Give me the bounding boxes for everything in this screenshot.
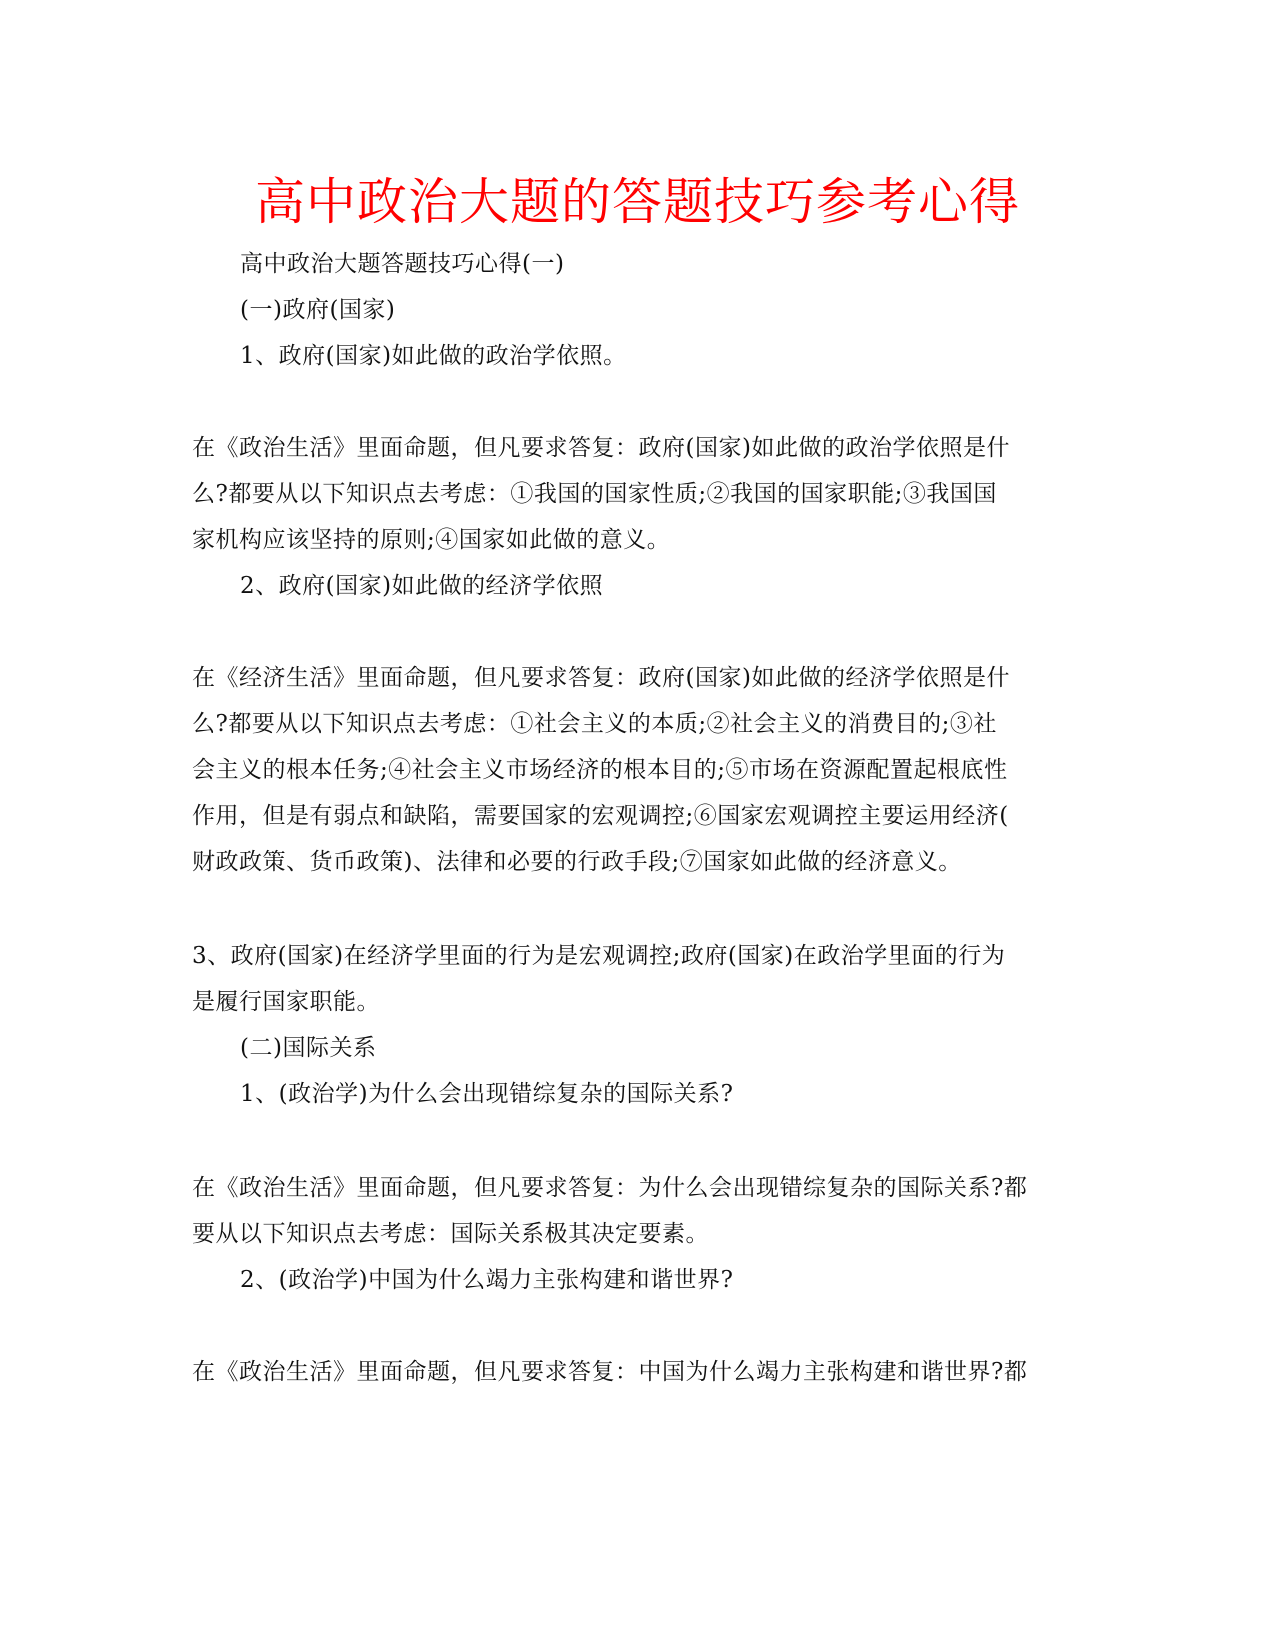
section-heading: 高中政治大题答题技巧心得(一) [240, 251, 565, 277]
item-heading: 1、政府(国家)如此做的政治学依照。 [240, 343, 627, 369]
paragraph-line: 作用，但是有弱点和缺陷，需要国家的宏观调控;⑥国家宏观调控主要运用经济( [192, 803, 1009, 829]
paragraph-line: 在《政治生活》里面命题，但凡要求答复：中国为什么竭力主张构建和谐世界?都 [192, 1359, 1028, 1385]
paragraph-line: 在《经济生活》里面命题，但凡要求答复：政府(国家)如此做的经济学依照是什 [192, 665, 1010, 691]
paragraph-line: 财政政策、货币政策)、法律和必要的行政手段;⑦国家如此做的经济意义。 [192, 849, 962, 875]
item-heading: 2、(政治学)中国为什么竭力主张构建和谐世界? [240, 1267, 734, 1293]
subsection-heading: (一)政府(国家) [240, 297, 396, 323]
subsection-heading: (二)国际关系 [240, 1035, 377, 1061]
paragraph-line: 要从以下知识点去考虑：国际关系极其决定要素。 [192, 1221, 709, 1247]
paragraph-line: 会主义的根本任务;④社会主义市场经济的根本目的;⑤市场在资源配置起根底性 [192, 757, 1008, 783]
paragraph-line: 在《政治生活》里面命题，但凡要求答复：政府(国家)如此做的政治学依照是什 [192, 435, 1010, 461]
document-title: 高中政治大题的答题技巧参考心得 [255, 173, 1020, 231]
item-heading: 2、政府(国家)如此做的经济学依照 [240, 573, 604, 599]
paragraph-line: 是履行国家职能。 [192, 989, 380, 1015]
item-heading: 1、(政治学)为什么会出现错综复杂的国际关系? [240, 1081, 734, 1107]
paragraph-line: 家机构应该坚持的原则;④国家如此做的意义。 [192, 527, 671, 553]
paragraph-line: 么?都要从以下知识点去考虑：①社会主义的本质;②社会主义的消费目的;③社 [192, 711, 997, 737]
paragraph-line: 3、政府(国家)在经济学里面的行为是宏观调控;政府(国家)在政治学里面的行为 [192, 943, 1006, 969]
paragraph-line: 么?都要从以下知识点去考虑：①我国的国家性质;②我国的国家职能;③我国国 [192, 481, 997, 507]
paragraph-line: 在《政治生活》里面命题，但凡要求答复：为什么会出现错综复杂的国际关系?都 [192, 1175, 1028, 1201]
